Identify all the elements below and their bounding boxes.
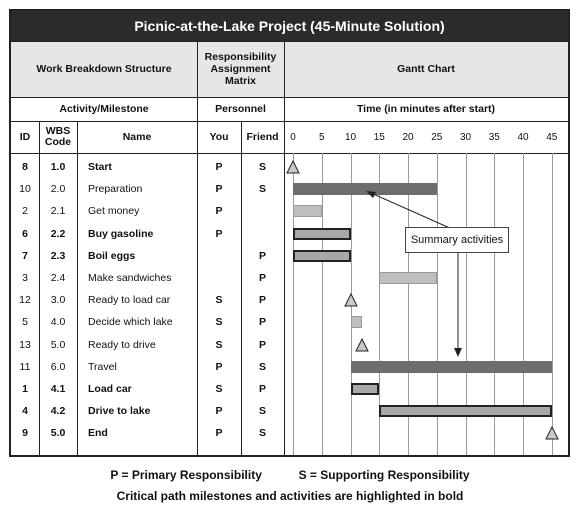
summary-activities-callout: Summary activities [405, 227, 509, 253]
time-tick-label: 45 [546, 131, 558, 143]
row-id: 1 [22, 383, 28, 395]
row-friend: S [258, 183, 266, 196]
critical-task-bar [293, 228, 351, 240]
row-you: S [215, 383, 223, 395]
legend-supporting: S = Supporting Responsibility [298, 468, 470, 482]
row-id: 12 [19, 294, 31, 307]
row-you: P [215, 161, 223, 173]
row-id: 11 [19, 360, 31, 373]
row-wbs-code: 4.1 [50, 383, 66, 395]
row-name: Get money [88, 205, 140, 218]
row-name: Preparation [88, 183, 143, 196]
legend-line-1 [0, 468, 580, 482]
divider [11, 153, 568, 154]
row-name: Ready to load car [88, 294, 171, 307]
divider [11, 41, 568, 42]
row-name: Travel [88, 360, 117, 373]
project-chart-frame [9, 9, 570, 457]
row-wbs-code: 6.0 [50, 360, 66, 373]
row-name: Buy gasoline [88, 227, 154, 240]
row-wbs-code: 3.0 [50, 294, 66, 307]
time-tick-label: 0 [290, 131, 296, 143]
row-you: S [215, 338, 223, 351]
row-id: 8 [22, 161, 28, 173]
row-you [197, 245, 241, 267]
row-id: 6 [22, 227, 28, 240]
row-you: P [215, 227, 223, 240]
legend-line-2: Critical path milestones and activities are highlighted in bold [116, 489, 464, 503]
row-id: 3 [22, 272, 28, 284]
row-wbs-code: 5.0 [50, 338, 66, 351]
task-bar [293, 205, 322, 217]
critical-task-bar [293, 250, 351, 262]
row-name: Drive to lake [88, 405, 151, 418]
arrowhead [454, 348, 462, 357]
row-wbs-code: 2.0 [50, 183, 66, 196]
wbs-code-column-header: WBS Code [44, 125, 72, 148]
time-tick-label: 40 [517, 131, 529, 143]
row-friend: P [258, 272, 266, 284]
name-column-header: Name [122, 130, 152, 143]
personnel-header: Personnel [215, 103, 266, 115]
critical-task-bar [351, 383, 380, 395]
row-wbs-code: 5.0 [50, 427, 66, 440]
row-you [197, 267, 241, 289]
activity-milestone-header: Activity/Milestone [59, 103, 149, 115]
row-id: 2 [22, 205, 28, 218]
time-gridline [322, 153, 323, 455]
row-you: P [215, 427, 223, 440]
row-wbs-code: 2.3 [50, 249, 66, 262]
row-wbs-code: 2.1 [50, 205, 66, 218]
summary-bar [293, 183, 437, 195]
row-wbs-code: 2.2 [50, 227, 66, 240]
time-tick-label: 35 [488, 131, 500, 143]
row-name: Decide which lake [88, 316, 173, 329]
row-friend: P [258, 249, 266, 262]
row-id: 13 [19, 338, 31, 351]
time-tick-label: 30 [459, 131, 472, 143]
summary-bar [351, 361, 552, 373]
row-wbs-code: 1.0 [50, 161, 66, 173]
row-you: S [215, 294, 223, 307]
milestone-marker [344, 293, 358, 307]
row-friend: S [258, 405, 266, 418]
row-you: S [215, 316, 223, 329]
wbs-section-header: Work Breakdown Structure [11, 41, 197, 97]
milestone-marker [545, 426, 559, 440]
row-friend: P [258, 383, 266, 395]
row-name: Boil eggs [88, 249, 136, 262]
divider [11, 121, 568, 122]
legend-primary: P = Primary Responsibility [110, 468, 262, 482]
row-friend: P [258, 338, 266, 351]
row-friend: S [258, 427, 266, 440]
gantt-section-header: Gantt Chart [284, 41, 568, 97]
row-wbs-code: 4.2 [50, 405, 66, 418]
row-friend: S [258, 360, 266, 373]
milestone-marker [286, 160, 300, 174]
row-id: 9 [22, 427, 28, 440]
row-you: P [215, 405, 223, 418]
divider [284, 41, 285, 455]
ram-section-header: Responsibility Assignment Matrix [197, 41, 284, 97]
time-tick-label: 25 [431, 131, 443, 143]
time-gridline [552, 153, 553, 455]
row-friend [241, 223, 284, 245]
task-bar [351, 316, 363, 328]
row-id: 5 [22, 316, 28, 329]
time-tick-label: 5 [318, 131, 325, 143]
id-column-header: ID [19, 130, 31, 143]
you-column-header: You [209, 130, 229, 143]
time-header: Time (in minutes after start) [356, 103, 496, 115]
row-name: End [88, 427, 108, 440]
row-id: 10 [19, 183, 31, 196]
row-wbs-code: 2.4 [50, 272, 66, 284]
row-friend: P [258, 294, 266, 307]
time-gridline [293, 153, 294, 455]
time-tick-label: 20 [402, 131, 414, 143]
row-you: P [215, 360, 223, 373]
row-friend: P [258, 316, 266, 329]
row-wbs-code: 4.0 [50, 316, 66, 329]
divider [11, 97, 568, 98]
friend-column-header: Friend [246, 130, 279, 143]
chart-title: Picnic-at-the-Lake Project (45-Minute Solution) [11, 11, 568, 41]
row-name: Ready to drive [88, 338, 156, 351]
row-name: Load car [88, 383, 132, 395]
row-name: Make sandwiches [88, 272, 172, 284]
row-friend: S [258, 161, 266, 173]
milestone-marker [355, 338, 369, 352]
critical-task-bar [379, 405, 552, 417]
time-tick-label: 10 [344, 131, 357, 143]
row-friend [241, 200, 284, 222]
time-tick-label: 15 [373, 131, 385, 143]
row-name: Start [88, 161, 112, 173]
row-you: P [215, 205, 223, 218]
task-bar [379, 272, 437, 284]
row-id: 4 [22, 405, 28, 418]
row-you: P [215, 183, 223, 196]
row-id: 7 [22, 249, 28, 262]
